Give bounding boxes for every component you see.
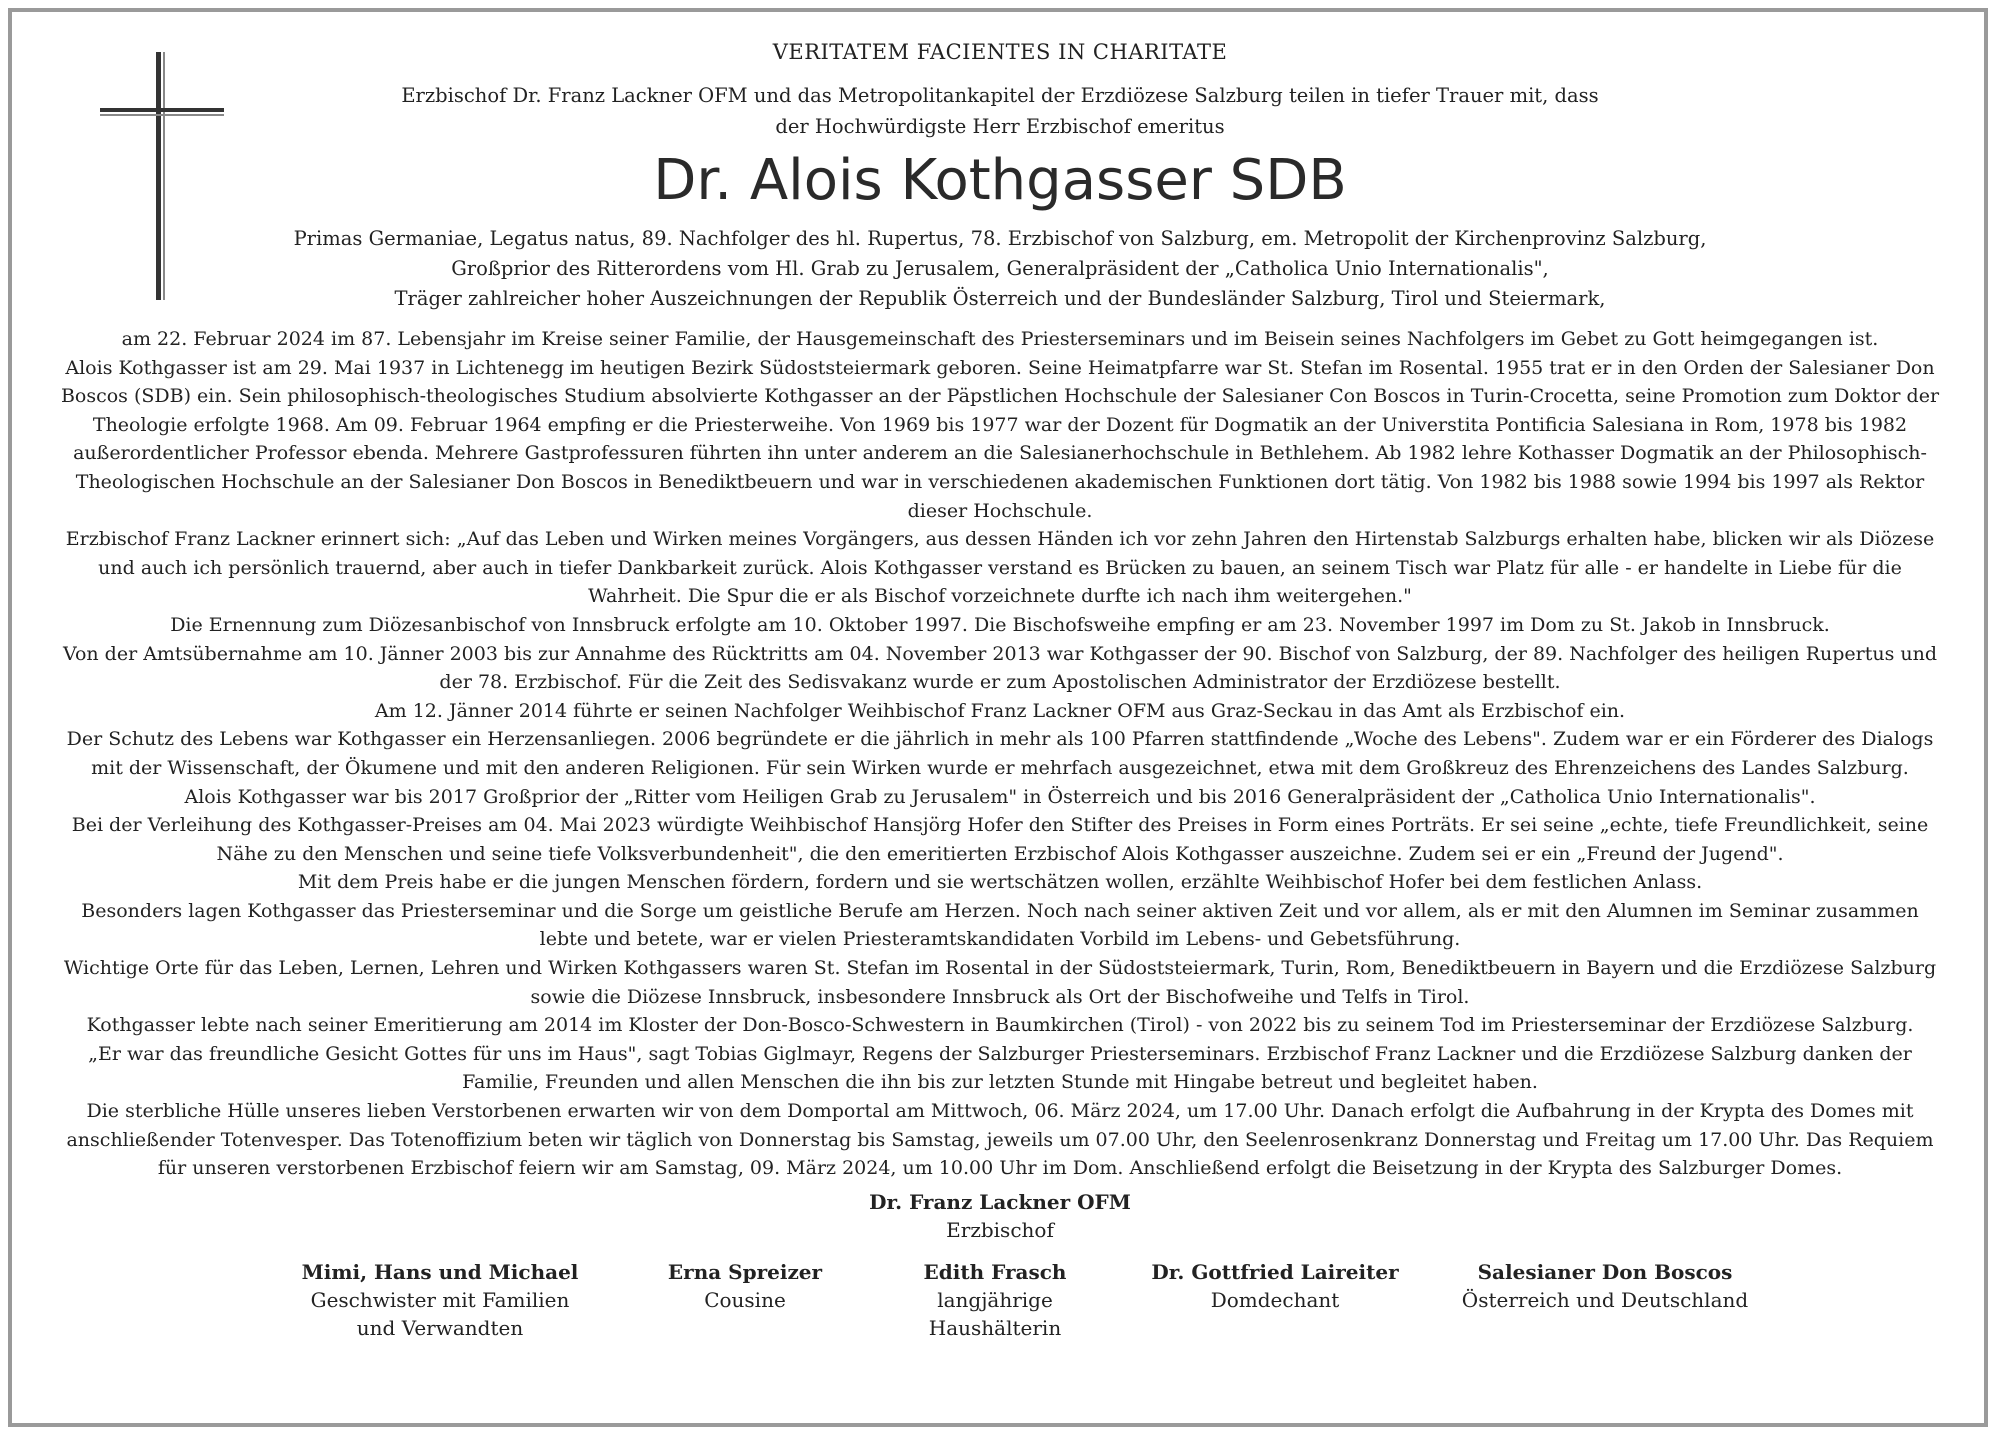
mourner-name: Mimi, Hans und Michael [301, 1260, 579, 1284]
paragraph: Der Schutz des Lebens war Kothgasser ein Herzensanliegen. 2006 begründete er die jährlich in mehr als 100 Pfarren stattfindende „Woche des Lebens". Zudem war er ein Förderer des Dialogs mit der Wissenschaft, der Ökumene und mit den anderen Religionen. Für sein Wirken wurde er mehrfach ausgezeichnet, etwa mit dem Großkreuz des Ehrenzeichens des Landes Salzburg. [66, 728, 1934, 779]
paragraph: Bei der Verleihung des Kothgasser-Preises am 04. Mai 2023 würdigte Weihbischof Hansjörg Hofer den Stifter des Preises in Form eines Porträts. Er sei seine „echte, tiefe Freundlichkeit, seine Nähe zu den Menschen und seine tiefe Volksverbundenheit", die den emeritierten Erzbischof Alois Kothgasser auszeichne. Zudem sei er ein „Freund der Jugend". [71, 814, 1929, 865]
paragraph: Die Ernennung zum Diözesanbischof von Innsbruck erfolgte am 10. Oktober 1997. Die Bischofsweihe empfing er am 23. November 1997 im Dom zu St. Jakob in Innsbruck. [170, 613, 1830, 636]
mourner [880, 1258, 1110, 1342]
deceased-name: Dr. Alois Kothgasser SDB [653, 148, 1347, 213]
motto: VERITATEM FACIENTES IN CHARITATE [772, 40, 1228, 64]
paragraph: „Er war das freundliche Gesicht Gottes für uns im Haus", sagt Tobias Giglmayr, Regens der Salzburger Priesterseminars. Erzbischof Franz Lackner und die Erzdiözese Salzburg danken der Familie, Freunden und allen Menschen die ihn bis zur letzten Stunde mit Hingabe betreut und begleitet haben. [88, 1042, 1912, 1094]
paragraph: Mit dem Preis habe er die jungen Menschen fördern, fordern und sie wertschätzen wollen, erzählte Weihbischof Hofer bei dem festlichen Anlass. [297, 871, 1703, 894]
paragraph: Am 12. Jänner 2014 führte er seinen Nachfolger Weihbischof Franz Lackner OFM aus Graz-Seckau in das Amt als Erzbischof ein. [374, 699, 1626, 722]
paragraph: Erzbischof Franz Lackner erinnert sich: „Auf das Leben und Wirken meines Vorgängers, aus dessen Händen ich vor zehn Jahren den Hirtenstab Salzburgs erhalten habe, blicken wir als Diözese und auch ich persönlich trauernd, aber auch in tiefer Dankbarkeit zurück. Alois Kothgasser verstand es Brücken zu bauen, an seinem Tisch war Platz für alle - er handelte in Liebe für die Wahrheit. Die Spur die er als Bischof vorzeichnete durfte ich nach ihm weitergehen." [65, 528, 1935, 608]
deceased-titles [220, 224, 1780, 314]
mourner [625, 1258, 865, 1314]
signature-role: Erzbischof [946, 1218, 1054, 1242]
title-line: Träger zahlreicher hoher Auszeichnungen der Republik Österreich und der Bundesländer Salzburg, Tirol und Steiermark, [394, 287, 1606, 310]
signature-block [0, 1188, 2000, 1244]
intro-line: Erzbischof Dr. Franz Lackner OFM und das Metropolitankapitel der Erzdiözese Salzburg teilen in tiefer Trauer mit, dass [401, 84, 1599, 107]
mourner-role: Cousine [704, 1288, 786, 1312]
mourner-name: Salesianer Don Boscos [1477, 1260, 1733, 1284]
title-line: Großprior des Ritterordens vom Hl. Grab zu Jerusalem, Generalpräsident der „Catholica Unio Internationalis", [451, 257, 1549, 280]
mourner [250, 1258, 630, 1342]
paragraph: Alois Kothgasser war bis 2017 Großprior der „Ritter vom Heiligen Grab zu Jerusalem" in Österreich und bis 2016 Generalpräsident der „Catholica Unio Internationalis". [184, 785, 1816, 808]
paragraph: Alois Kothgasser ist am 29. Mai 1937 in Lichtenegg im heutigen Bezirk Südoststeiermark geboren. Seine Heimatpfarre war St. Stefan im Rosental. 1955 trat er in den Orden der Salesianer Don Boscos (SDB) ein. Sein philosophisch-theologisches Studium absolvierte Kothgasser an der Päpstlichen Hochschule der Salesianer Con Boscos in Turin-Crocetta, seine Promotion zum Doktor der Theologie erfolgte 1968. Am 09. Februar 1964 empfing er die Priesterweihe. Von 1969 bis 1977 war der Dozent für Dogmatik an der Universtita Pontificia Salesiana in Rom, 1978 bis 1982 außerordentlicher Professor ebenda. Mehrere Gastprofessuren führten ihn unter anderem an die Salesianerhochschule in Bethlehem. Ab 1982 lehre Kothasser Dogmatik an der Philosophisch-Theologischen Hochschule an der Salesianer Don Boscos in Benediktbeuern und war in verschiedenen akademischen Funktionen dort tätig. Von 1982 bis 1988 sowie 1994 bis 1997 als Rektor dieser Hochschule. [60, 356, 1940, 522]
paragraph: Von der Amtsübernahme am 10. Jänner 2003 bis zur Annahme des Rücktritts am 04. November 2013 war Kothgasser der 90. Bischof von Salzburg, der 89. Nachfolger des heiligen Rupertus und der 78. Erzbischof. Für die Zeit des Sedisvakanz wurde er zum Apostolischen Administrator der Erzdiözese bestellt. [62, 642, 1938, 694]
mourner-name: Erna Spreizer [667, 1260, 823, 1284]
obituary-text [55, 325, 1945, 1183]
mourner-role: Österreich und Deutschland [1461, 1288, 1749, 1312]
mourner-name: Dr. Gottfried Laireiter [1151, 1260, 1399, 1284]
mourner-role: langjährige Haushälterin [928, 1288, 1062, 1340]
mourner [1440, 1258, 1770, 1314]
paragraph: Die sterbliche Hülle unseres lieben Verstorbenen erwarten wir von dem Domportal am Mittwoch, 06. März 2024, um 17.00 Uhr. Danach erfolgt die Aufbahrung in der Krypta des Domes mit anschließender Totenvesper. Das Totenoffizium beten wir täglich von Donnerstag bis Samstag, jeweils um 07.00 Uhr, den Seelenrosenkranz Donnerstag und Freitag um 17.00 Uhr. Das Requiem für unseren verstorbenen Erzbischof feiern wir am Samstag, 09. März 2024, um 10.00 Uhr im Dom. Anschließend erfolgt die Beisetzung in der Krypta des Salzburger Domes. [66, 1100, 1934, 1180]
mourner-role: Geschwister mit Familien und Verwandten [310, 1288, 570, 1340]
mourner-role: Domdechant [1210, 1288, 1340, 1312]
title-line: Primas Germaniae, Legatus natus, 89. Nachfolger des hl. Rupertus, 78. Erzbischof von Salzburg, em. Metropolit der Kirchenprovinz Salzburg, [293, 227, 1707, 250]
announcement-intro [300, 80, 1700, 142]
paragraph: Kothgasser lebte nach seiner Emeritierung am 2014 im Kloster der Don-Bosco-Schwestern in Baumkirchen (Tirol) - von 2022 bis zu seinem Tod im Priesterseminar der Erzdiözese Salzburg. [86, 1014, 1914, 1037]
mourner [1120, 1258, 1430, 1314]
intro-line: der Hochwürdigste Herr Erzbischof emeritus [775, 115, 1225, 138]
mourner-name: Edith Frasch [923, 1260, 1067, 1284]
paragraph: Wichtige Orte für das Leben, Lernen, Lehren und Wirken Kothgassers waren St. Stefan im Rosental in der Südoststeiermark, Turin, Rom, Benediktbeuern in Bayern und die Erzdiözese Salzburg sowie die Diözese Innsbruck, insbesondere Innsbruck als Ort der Bischofweihe und Telfs in Tirol. [63, 957, 1937, 1008]
paragraph: Besonders lagen Kothgasser das Priesterseminar und die Sorge um geistliche Berufe am Herzen. Noch nach seiner aktiven Zeit und vor allem, als er mit den Alumnen im Seminar zusammen lebte und betete, war er vielen Priesteramtskandidaten Vorbild im Lebens- und Gebetsführung. [81, 899, 1919, 951]
signature-name: Dr. Franz Lackner OFM [869, 1190, 1131, 1214]
paragraph: am 22. Februar 2024 im 87. Lebensjahr im Kreise seiner Familie, der Hausgemeinschaft des Priesterseminars und im Beisein seines Nachfolgers im Gebet zu Gott heimgegangen ist. [121, 328, 1879, 350]
